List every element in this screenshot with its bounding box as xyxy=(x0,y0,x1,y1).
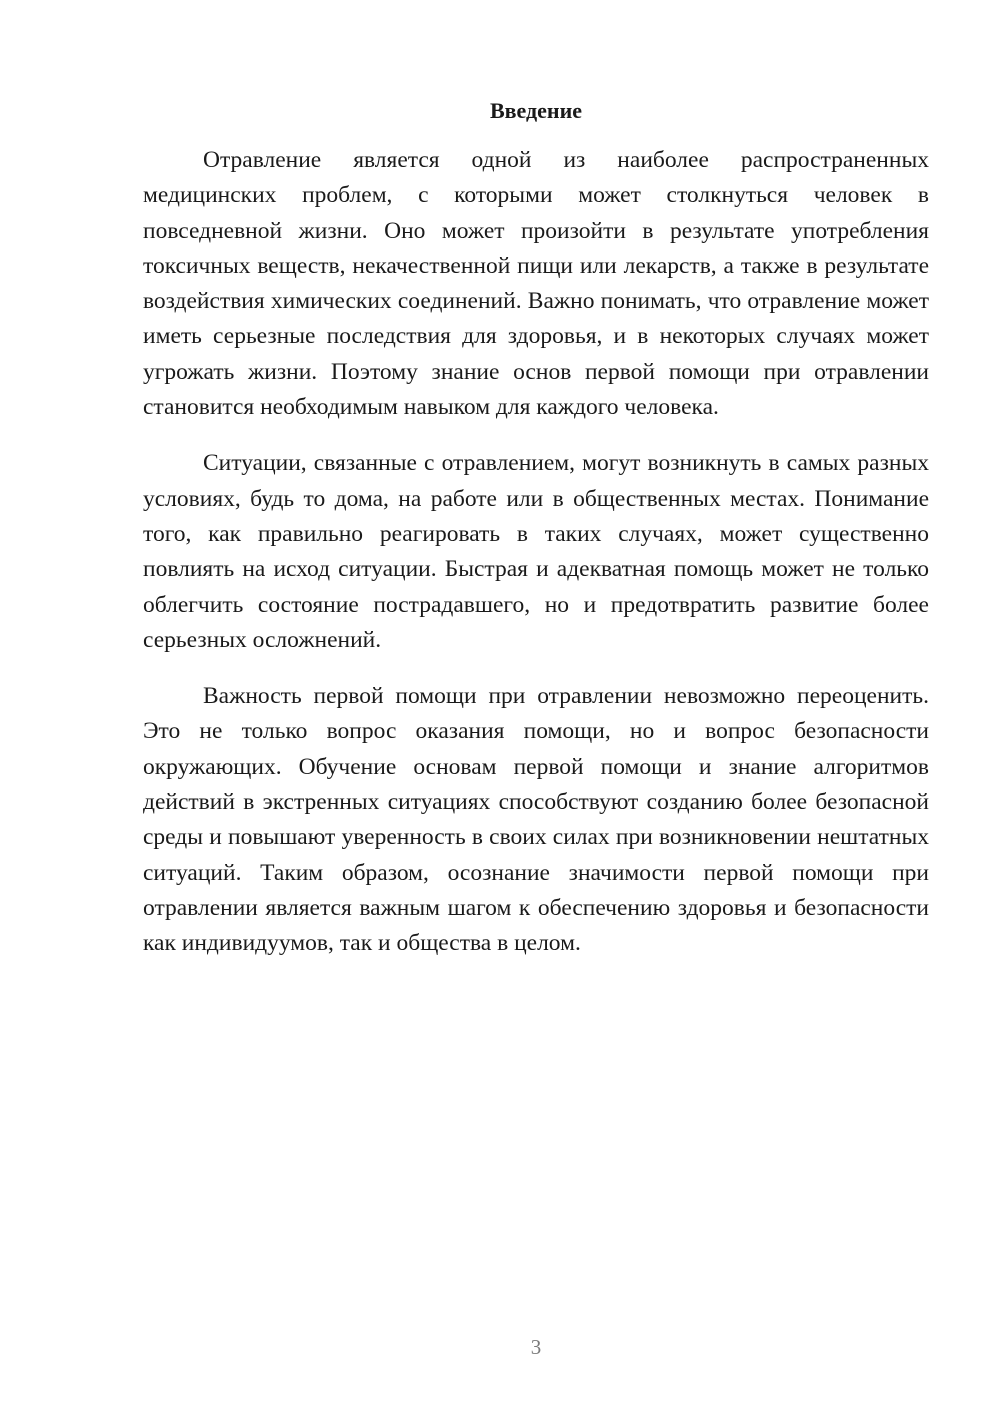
section-heading: Введение xyxy=(489,98,583,123)
paragraph-3: Важность первой помощи при отравлении невозможно переоценить. Это не только вопрос оказания помощи, но и вопрос безопасности окружающих. Обучение основам первой помощи и знание алгоритмов действий в экстренных ситуациях способствуют созданию более безопасной среды и повышают уверенность в своих силах при возникновении нештатных ситуаций. Таким образом, осознание значимости первой помощи при отравлении является важным шагом к обеспечению здоровья и безопасности как индивидуумов, так и общества в целом. xyxy=(143,683,929,957)
body-text xyxy=(143,143,929,983)
paragraph-1: Отравление является одной из наиболее распространенных медицинских проблем, с которыми может столкнуться человек в повседневной жизни. Оно может произойти в результате употребления токсичных веществ, некачественной пищи или лекарств, а также в результате воздействия химических соединений. Важно понимать, что отравление может иметь серьезные последствия для здоровья, и в некоторых случаях может угрожать жизни. Поэтому знание основ первой помощи при отравлении становится необходимым навыком для каждого человека. xyxy=(143,147,929,421)
paragraph-2: Ситуации, связанные с отравлением, могут возникнуть в самых разных условиях, будь то дома, на работе или в общественных местах. Понимание того, как правильно реагировать в таких случаях, может существенно повлиять на исход ситуации. Быстрая и адекватная помощь может не только облегчить состояние пострадавшего, но и предотвратить развитие более серьезных осложнений. xyxy=(143,450,929,653)
page-number: 3 xyxy=(530,1335,542,1359)
